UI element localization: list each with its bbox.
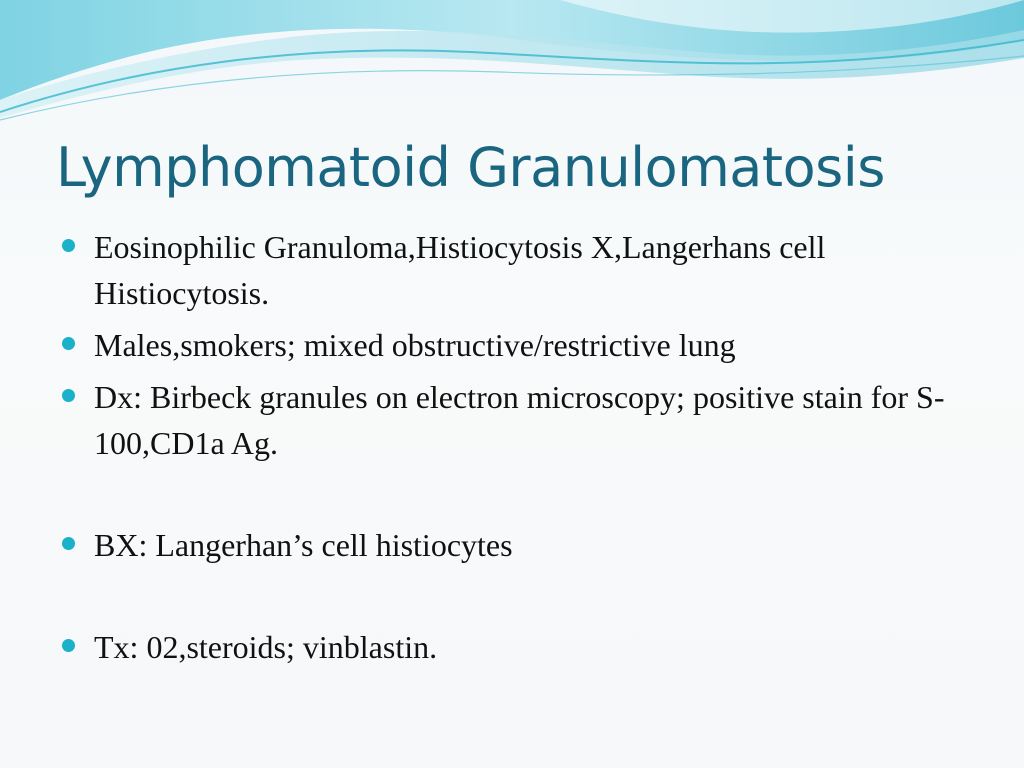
bullet-item bbox=[60, 374, 960, 466]
bullet-dot-icon bbox=[62, 239, 75, 252]
bullet-text: Dx: Birbeck granules on electron microscopy; positive stain for S-100,CD1a Ag. bbox=[94, 379, 945, 461]
header-wave-decoration bbox=[0, 0, 1024, 130]
bullet-item bbox=[60, 322, 960, 368]
bullet-dot-icon bbox=[62, 337, 75, 350]
bullet-dot-icon bbox=[62, 389, 75, 402]
bullet-list bbox=[60, 224, 960, 670]
bullet-text: BX: Langerhan’s cell histiocytes bbox=[94, 527, 513, 563]
bullet-dot-icon bbox=[62, 537, 75, 550]
bullet-text: Eosinophilic Granuloma,Histiocytosis X,Langerhans cell Histiocytosis. bbox=[94, 229, 826, 311]
bullet-text: Tx: 02,steroids; vinblastin. bbox=[94, 629, 438, 665]
slide-title: Lymphomatoid Granulomatosis bbox=[56, 136, 885, 199]
bullet-item bbox=[60, 224, 960, 316]
bullet-item bbox=[60, 624, 960, 670]
bullet-dot-icon bbox=[62, 639, 75, 652]
bullet-text: Males,smokers; mixed obstructive/restrictive lung bbox=[94, 327, 736, 363]
bullet-item bbox=[60, 522, 960, 568]
